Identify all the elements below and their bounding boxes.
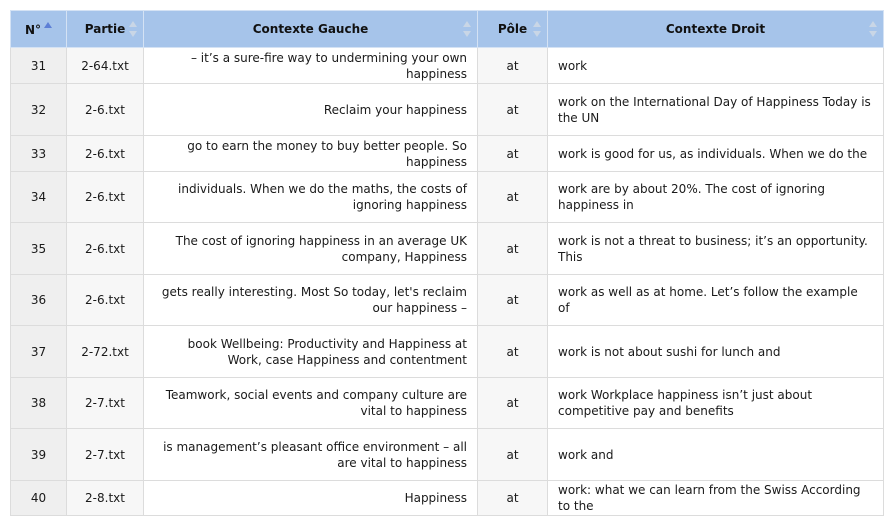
cell-left-context: book Wellbeing: Productivity and Happiness at Work, case Happiness and contentment <box>144 326 478 378</box>
cell-num: 39 <box>11 429 67 481</box>
table-row[interactable] <box>11 275 884 326</box>
cell-right-context: work is not about sushi for lunch and <box>548 326 884 378</box>
cell-part: 2-64.txt <box>67 48 144 84</box>
cell-right-context: work and <box>548 429 884 481</box>
header-left-label: Contexte Gauche <box>252 22 369 36</box>
cell-left-context: go to earn the money to buy better people. So happiness <box>144 136 478 172</box>
header-part[interactable] <box>67 11 144 48</box>
cell-pole: at <box>478 275 548 326</box>
table-row[interactable] <box>11 223 884 275</box>
sort-arrows-icon <box>533 21 541 37</box>
sort-arrows-icon <box>129 21 137 37</box>
cell-part: 2-8.txt <box>67 481 144 516</box>
cell-num: 33 <box>11 136 67 172</box>
cell-pole: at <box>478 429 548 481</box>
header-pole-label: Pôle <box>497 22 528 36</box>
table-row[interactable] <box>11 136 884 172</box>
cell-right-context: work are by about 20%. The cost of ignoring happiness in <box>548 172 884 223</box>
cell-part: 2-7.txt <box>67 378 144 429</box>
cell-pole: at <box>478 378 548 429</box>
table-row[interactable] <box>11 378 884 429</box>
cell-num: 38 <box>11 378 67 429</box>
cell-left-context: individuals. When we do the maths, the costs of ignoring happiness <box>144 172 478 223</box>
cell-pole: at <box>478 172 548 223</box>
cell-left-context: The cost of ignoring happiness in an average UK company, Happiness <box>144 223 478 275</box>
cell-left-context: – it’s a sure-fire way to undermining your own happiness <box>144 48 478 84</box>
header-num-label: N° <box>24 22 42 37</box>
cell-pole: at <box>478 84 548 136</box>
cell-left-context: Happiness <box>144 481 478 516</box>
cell-right-context: work is not a threat to business; it’s an opportunity. This <box>548 223 884 275</box>
sort-arrows-icon <box>463 21 471 37</box>
table-row[interactable] <box>11 172 884 223</box>
cell-right-context: work on the International Day of Happiness Today is the UN <box>548 84 884 136</box>
cell-part: 2-6.txt <box>67 223 144 275</box>
cell-num: 35 <box>11 223 67 275</box>
header-pole[interactable] <box>478 11 548 48</box>
sort-ascending-icon <box>44 22 52 28</box>
table-row[interactable] <box>11 326 884 378</box>
cell-part: 2-6.txt <box>67 84 144 136</box>
table-row[interactable] <box>11 84 884 136</box>
cell-part: 2-72.txt <box>67 326 144 378</box>
table-row[interactable] <box>11 48 884 84</box>
cell-pole: at <box>478 326 548 378</box>
cell-part: 2-6.txt <box>67 172 144 223</box>
cell-part: 2-7.txt <box>67 429 144 481</box>
cell-left-context: is management’s pleasant office environment – all are vital to happiness <box>144 429 478 481</box>
header-part-label: Partie <box>84 22 126 36</box>
cell-part: 2-6.txt <box>67 136 144 172</box>
cell-pole: at <box>478 223 548 275</box>
cell-right-context: work is good for us, as individuals. When we do the <box>548 136 884 172</box>
cell-pole: at <box>478 481 548 516</box>
cell-pole: at <box>478 48 548 84</box>
concordance-table <box>10 10 884 516</box>
cell-num: 37 <box>11 326 67 378</box>
sort-arrows-icon <box>869 21 877 37</box>
header-left-context[interactable] <box>144 11 478 48</box>
cell-left-context: Teamwork, social events and company culture are vital to happiness <box>144 378 478 429</box>
table-row[interactable] <box>11 429 884 481</box>
header-right-label: Contexte Droit <box>665 22 766 36</box>
cell-right-context: work <box>548 48 884 84</box>
header-num[interactable] <box>11 11 67 48</box>
cell-right-context: work Workplace happiness isn’t just about competitive pay and benefits <box>548 378 884 429</box>
cell-left-context: Reclaim your happiness <box>144 84 478 136</box>
cell-num: 40 <box>11 481 67 516</box>
cell-num: 32 <box>11 84 67 136</box>
header-row <box>11 11 884 48</box>
cell-num: 36 <box>11 275 67 326</box>
cell-left-context: gets really interesting. Most So today, let's reclaim our happiness – <box>144 275 478 326</box>
cell-pole: at <box>478 136 548 172</box>
cell-num: 34 <box>11 172 67 223</box>
cell-right-context: work as well as at home. Let’s follow the example of <box>548 275 884 326</box>
cell-part: 2-6.txt <box>67 275 144 326</box>
table-row[interactable] <box>11 481 884 516</box>
header-right-context[interactable] <box>548 11 884 48</box>
cell-num: 31 <box>11 48 67 84</box>
cell-right-context: work: what we can learn from the Swiss According to the <box>548 481 884 516</box>
